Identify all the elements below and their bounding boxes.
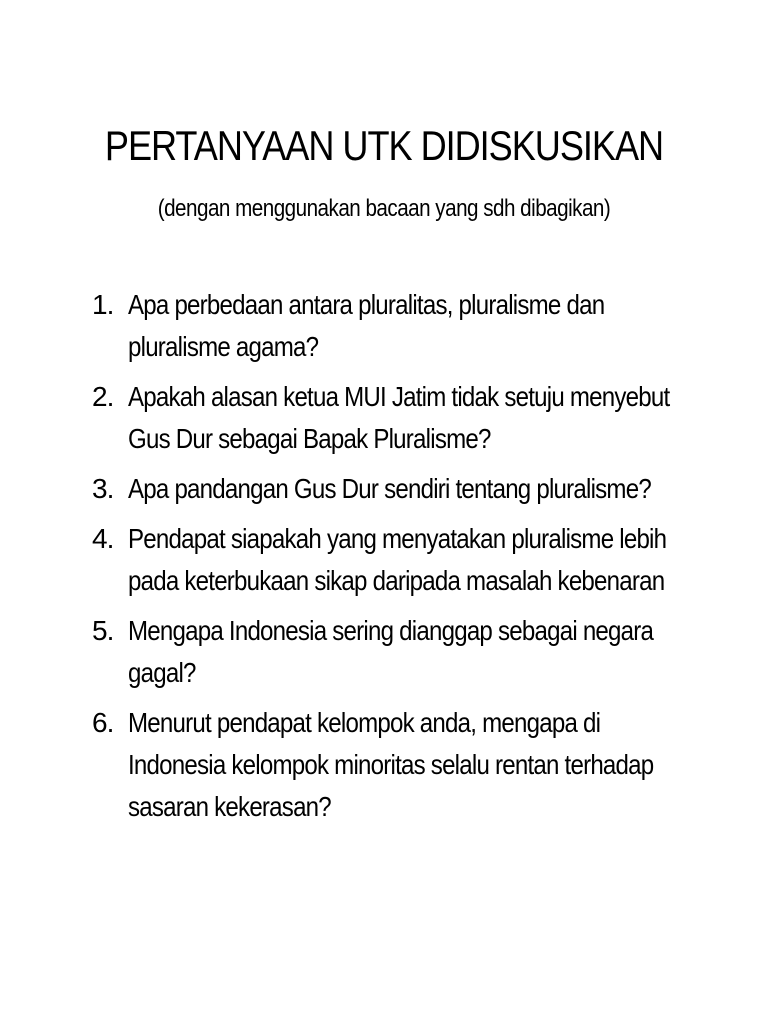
question-list — [92, 284, 702, 836]
question-line: Menurut pendapat kelompok anda, mengapa di — [128, 707, 601, 738]
question-line: Pendapat siapakah yang menyatakan pluralisme lebih — [128, 523, 667, 554]
question-line: Apakah alasan ketua MUI Jatim tidak setuju menyebut — [128, 381, 670, 412]
question-line: Indonesia kelompok minoritas selalu rentan terhadap — [128, 749, 654, 780]
slide-subtitle: (dengan menggunakan bacaan yang sdh dibagikan) — [157, 195, 611, 222]
question-line: Apa pandangan Gus Dur sendiri tentang pluralisme? — [128, 473, 651, 504]
question-line: pluralisme agama? — [128, 331, 319, 362]
question-number: 3. — [92, 473, 114, 504]
question-text — [128, 468, 713, 510]
question-item-1 — [92, 284, 702, 368]
question-item-2 — [92, 376, 702, 460]
question-number: 6. — [92, 707, 114, 738]
question-text — [128, 376, 713, 460]
question-line: Apa perbedaan antara pluralitas, pluralisme dan — [128, 289, 605, 320]
question-item-6 — [92, 702, 702, 828]
question-number: 1. — [92, 289, 114, 320]
question-item-3 — [92, 468, 702, 510]
question-number: 4. — [92, 523, 114, 554]
question-text — [128, 284, 713, 368]
slide-title: PERTANYAAN UTK DIDISKUSIKAN — [104, 122, 664, 169]
question-number: 5. — [92, 615, 114, 646]
question-text — [128, 518, 713, 602]
question-number: 2. — [92, 381, 114, 412]
question-text — [128, 702, 713, 828]
question-line: gagal? — [128, 657, 196, 688]
question-item-4 — [92, 518, 702, 602]
question-line: Mengapa Indonesia sering dianggap sebagai negara — [128, 615, 654, 646]
question-line: sasaran kekerasan? — [128, 791, 331, 822]
question-line: pada keterbukaan sikap daripada masalah kebenaran — [128, 565, 665, 596]
question-text — [128, 610, 713, 694]
question-line: Gus Dur sebagai Bapak Pluralisme? — [128, 423, 491, 454]
question-item-5 — [92, 610, 702, 694]
